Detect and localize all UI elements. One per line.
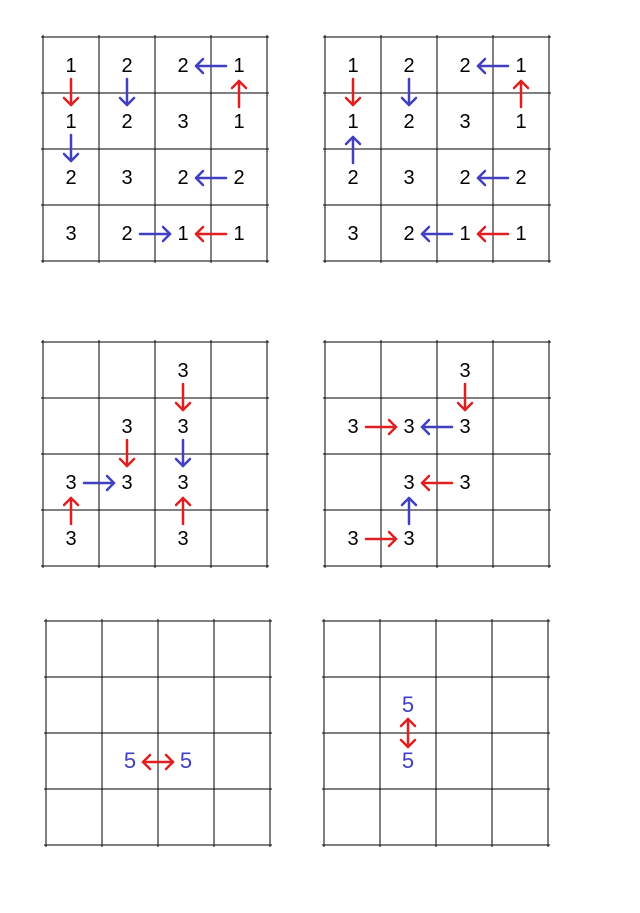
cell-value: 3 xyxy=(177,111,189,133)
cell-value: 1 xyxy=(515,111,527,133)
cell-value: 3 xyxy=(459,472,471,494)
cell-value: 3 xyxy=(121,167,133,189)
grid-1 xyxy=(41,35,269,263)
cell-value: 2 xyxy=(459,167,471,189)
arrow xyxy=(64,79,78,105)
cell-value: 3 xyxy=(65,472,77,494)
grid-5 xyxy=(44,619,272,847)
cell-value: 5 xyxy=(401,692,415,717)
arrow xyxy=(64,135,78,161)
cell-value: 1 xyxy=(515,55,527,77)
cell-value: 3 xyxy=(65,528,77,550)
arrow xyxy=(346,137,360,163)
cell-value: 3 xyxy=(403,167,415,189)
cell-value: 2 xyxy=(121,223,133,245)
cell-value: 3 xyxy=(121,472,133,494)
arrow xyxy=(120,79,134,105)
cell-value: 2 xyxy=(347,167,359,189)
cell-value: 3 xyxy=(177,472,189,494)
cell-value: 2 xyxy=(65,167,77,189)
cell-value: 2 xyxy=(403,223,415,245)
cell-value: 3 xyxy=(459,360,471,382)
cell-value: 1 xyxy=(515,223,527,245)
cell-value: 1 xyxy=(233,55,245,77)
arrow xyxy=(514,81,528,107)
arrow xyxy=(176,440,190,466)
cell-value: 1 xyxy=(233,223,245,245)
cell-value: 2 xyxy=(459,55,471,77)
cell-value: 5 xyxy=(123,748,137,773)
cell-value: 1 xyxy=(65,55,77,77)
cell-value: 3 xyxy=(347,416,359,438)
cell-value: 3 xyxy=(403,416,415,438)
cell-value: 3 xyxy=(403,472,415,494)
cell-value: 1 xyxy=(177,223,189,245)
cell-value: 3 xyxy=(177,528,189,550)
cell-value: 3 xyxy=(347,528,359,550)
cell-value: 2 xyxy=(515,167,527,189)
cell-value: 1 xyxy=(347,111,359,133)
cell-value: 2 xyxy=(177,55,189,77)
cell-value: 5 xyxy=(179,748,193,773)
cell-value: 3 xyxy=(65,223,77,245)
arrow xyxy=(232,81,246,107)
arrow xyxy=(402,498,416,524)
cell-value: 3 xyxy=(403,528,415,550)
arrow xyxy=(402,79,416,105)
cell-value: 3 xyxy=(177,360,189,382)
cell-value: 2 xyxy=(121,111,133,133)
cell-value: 1 xyxy=(459,223,471,245)
cell-value: 1 xyxy=(233,111,245,133)
cell-value: 1 xyxy=(65,111,77,133)
arrow xyxy=(458,384,472,410)
arrow xyxy=(64,498,78,524)
arrow xyxy=(346,79,360,105)
grid-lines xyxy=(44,619,272,847)
grid-3 xyxy=(41,340,269,568)
arrow xyxy=(120,440,134,466)
grid-6 xyxy=(322,619,550,847)
cell-value: 1 xyxy=(347,55,359,77)
cell-value: 3 xyxy=(121,416,133,438)
grid-4 xyxy=(323,340,551,568)
cell-value: 2 xyxy=(177,167,189,189)
grid-lines xyxy=(322,619,550,847)
cell-value: 2 xyxy=(121,55,133,77)
arrow xyxy=(176,498,190,524)
cell-value: 2 xyxy=(403,111,415,133)
cell-value: 3 xyxy=(347,223,359,245)
cell-value: 2 xyxy=(233,167,245,189)
cell-value: 2 xyxy=(403,55,415,77)
cell-value: 3 xyxy=(459,416,471,438)
cell-value: 3 xyxy=(459,111,471,133)
grid-2 xyxy=(323,35,551,263)
cell-value: 5 xyxy=(401,748,415,773)
cell-value: 3 xyxy=(177,416,189,438)
arrow xyxy=(176,384,190,410)
